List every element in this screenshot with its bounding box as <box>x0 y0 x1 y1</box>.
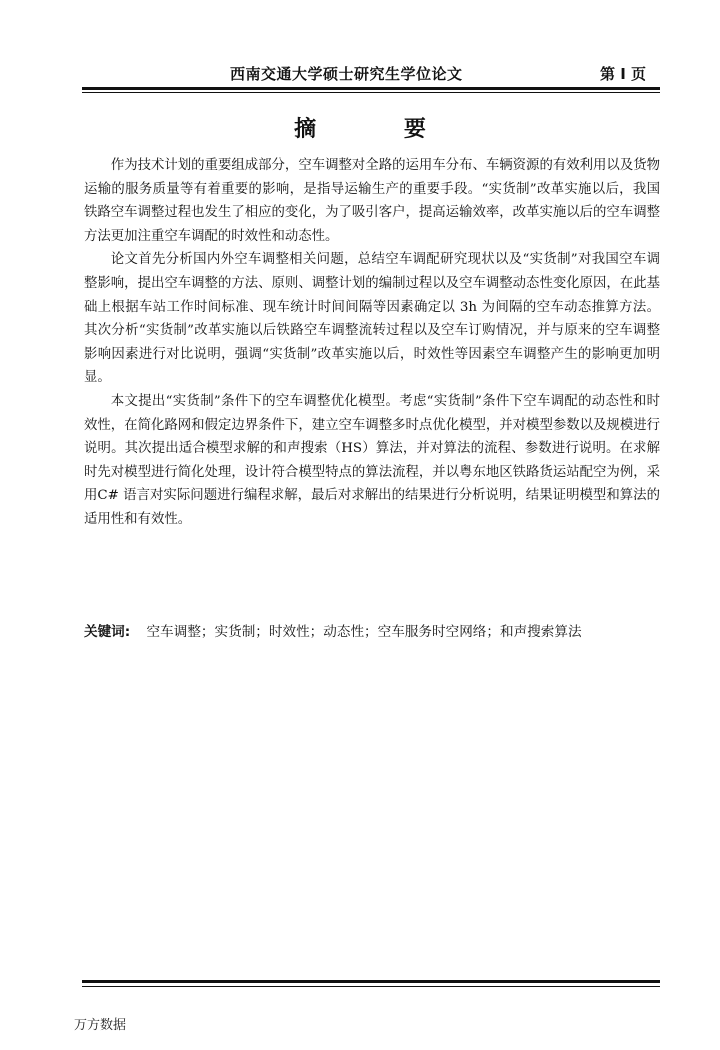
abstract-paragraph-2: 论文首先分析国内外空车调整相关问题，总结空车调配研究现状以及“实货制”对我国空车调整影响，提出空车调整的方法、原则、调整计划的编制过程以及空车调整动态性变化原因，在此基础上根据车站工作时间标准、现车统计时间间隔等因素确定以 3h 为间隔的空车动态推算方法。 其次分析“实货制”改革实施以后铁路空车调整流转过程以及空车订购情况，并与原来的空车调整影响因素进行对比说明，强调“实货制”改革实施以后，时效性等因素空车调整产生的影响更加明显。 <box>84 252 660 386</box>
footer-rule-thin <box>82 986 660 987</box>
header-rule-thin <box>82 92 660 93</box>
abstract-paragraph-3: 本文提出“实货制”条件下的空车调整优化模型。考虑“实货制”条件下空车调配的动态性和时效性，在简化路网和假定边界条件下，建立空车调整多时点优化模型，并对模型参数以及规模进行说明。其次提出适合模型求解的和声搜索（HS）算法，并对算法的流程、参数进行说明。在求解时先对模型进行简化处理，设计符合模型特点的算法流程，并以粤东地区铁路货运站配空为例，采用C# 语言对实际问题进行编程求解，最后对求解出的结果进行分析说明，结果证明模型和算法的适用性和有效性。 <box>84 393 660 527</box>
page-header <box>82 60 660 90</box>
header-page-number: 第 I 页 <box>599 65 646 83</box>
header-title: 西南交通大学硕士研究生学位论文 <box>230 65 463 83</box>
abstract-body <box>84 154 660 532</box>
keywords-line <box>84 620 664 640</box>
source-watermark: 万方数据 <box>74 1018 127 1033</box>
footer-rule <box>82 980 660 983</box>
abstract-title: 摘 要 <box>294 117 466 142</box>
keywords-list: 空车调整；实货制；时效性；动态性；空车服务时空网络；和声搜索算法 <box>146 624 582 640</box>
abstract-paragraph-1: 作为技术计划的重要组成部分，空车调整对全路的运用车分布、车辆资源的有效利用以及货物运输的服务质量等有着重要的影响，是指导运输生产的重要手段。“实货制”改革实施以后，我国铁路空车调整过程也发生了相应的变化，为了吸引客户，提高运输效率，改革实施以后的空车调整方法更加注重空车调配的时效性和动态性。 <box>84 158 660 244</box>
keywords-label: 关键词: <box>84 624 131 640</box>
header-rule <box>82 87 660 90</box>
